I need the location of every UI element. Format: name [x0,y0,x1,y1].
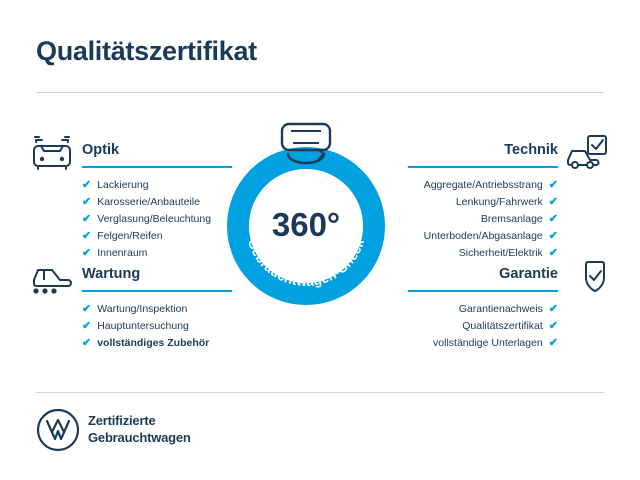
section-technik-header [408,142,558,168]
check-icon: ✔ [548,196,558,208]
page-title: Qualitätszertifikat [36,36,257,66]
check-icon: ✔ [548,337,558,349]
list-item-label: vollständiges Zubehör [97,337,210,349]
check-icon: ✔ [82,337,92,349]
list-item-label: Garantienachweis [458,303,543,315]
section-technik-underline [408,166,558,168]
section-garantie-list [408,301,558,352]
list-item [408,211,558,228]
check-icon: ✔ [548,213,558,225]
check-icon: ✔ [82,230,92,242]
section-wartung [82,266,232,352]
title-divider [36,92,604,93]
list-item [82,177,232,194]
check-icon: ✔ [548,303,558,315]
list-item-label: Aggregate/Antriebsstrang [423,179,543,191]
check-icon: ✔ [548,320,558,332]
list-item-label: Verglasung/Beleuchtung [97,213,212,225]
360-check-badge [226,146,386,306]
section-optik-list [82,177,232,262]
check-icon: ✔ [82,247,92,259]
check-icon: ✔ [548,247,558,259]
check-icon: ✔ [548,179,558,191]
footer-brand-text [88,412,191,446]
list-item [82,194,232,211]
list-item [408,245,558,262]
list-item [408,318,558,335]
list-item [82,211,232,228]
car-check-icon [566,134,610,174]
car-front-icon [30,134,74,174]
list-item [408,228,558,245]
check-icon: ✔ [82,179,92,191]
section-garantie [408,266,558,352]
section-technik-title: Technik [504,142,558,158]
list-item [82,335,232,352]
list-item [408,301,558,318]
section-wartung-title: Wartung [82,266,141,282]
list-item-label: Sicherheit/Elektrik [458,247,543,259]
svg-text:Gebrauchtwagen-Check: Gebrauchtwagen-Check [244,236,368,290]
section-technik-list [408,177,558,262]
check-icon: ✔ [82,196,92,208]
list-item [82,245,232,262]
section-wartung-underline [82,290,232,292]
section-optik-underline [82,166,232,168]
section-garantie-header [408,266,558,292]
section-optik [82,142,232,262]
list-item-label: Hauptuntersuchung [97,320,189,332]
list-item-label: Bremsanlage [480,213,543,225]
list-item-label: Innenraum [97,247,148,259]
check-icon: ✔ [82,303,92,315]
vw-logo-icon [36,408,80,452]
footer-line-1: Zertifizierte [88,413,156,428]
section-optik-header [82,142,232,168]
list-item-label: vollständige Unterlagen [433,337,543,349]
car-service-icon [30,258,74,298]
list-item [82,318,232,335]
section-wartung-list [82,301,232,352]
footer-line-2: Gebrauchtwagen [88,430,191,445]
check-icon: ✔ [82,213,92,225]
list-item-label: Lackierung [97,179,149,191]
list-item-label: Karosserie/Anbauteile [97,196,200,208]
list-item [82,301,232,318]
list-item-label: Felgen/Reifen [97,230,163,242]
car-top-view-icon [274,122,338,168]
list-item [82,228,232,245]
section-wartung-header [82,266,232,292]
check-icon: ✔ [548,230,558,242]
list-item-label: Lenkung/Fahrwerk [455,196,543,208]
list-item-label: Wartung/Inspektion [97,303,188,315]
check-icon: ✔ [82,320,92,332]
footer-divider [36,392,604,393]
list-item-label: Unterboden/Abgasanlage [423,230,543,242]
list-item-label: Qualitätszertifikat [462,320,543,332]
degrees-label: 360° [271,206,341,243]
section-optik-title: Optik [82,142,120,158]
section-garantie-title: Garantie [499,266,558,282]
section-garantie-underline [408,290,558,292]
section-technik [408,142,558,262]
list-item [408,194,558,211]
shield-check-icon [570,258,614,298]
list-item [408,177,558,194]
list-item [408,335,558,352]
